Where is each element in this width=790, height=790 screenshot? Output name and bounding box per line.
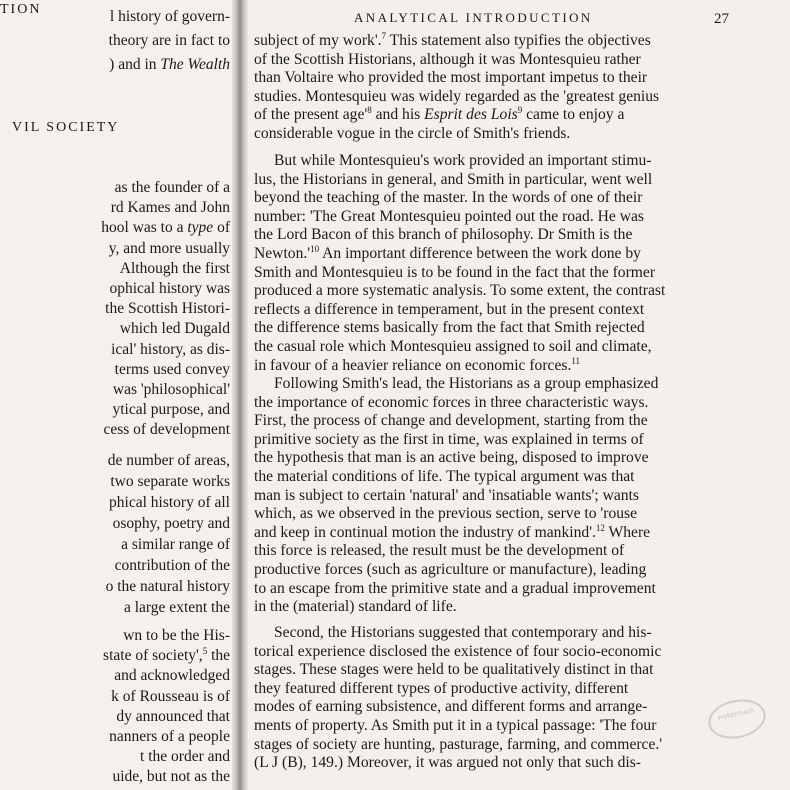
paragraph-line: $Newton.'^{10}$ An important difference between the work done by: [254, 244, 641, 262]
paragraph-line: to an escape from the primitive state and a gradual improvement: [254, 579, 656, 597]
paragraph-line: torical experience disclosed the existence of four socio-economic: [254, 642, 662, 660]
paragraph-line: But while Montesquieu's work provided an important stimu-: [274, 152, 652, 169]
left-line: terms used convey: [114, 360, 230, 378]
paragraph-line: produced a more systematic analysis. To some extent, the contrast: [254, 282, 666, 300]
paragraph-line: Second, the Historians suggested that contemporary and his-: [274, 624, 652, 641]
left-line: contribution of the: [114, 557, 230, 574]
left-running-head: TION: [0, 2, 42, 17]
paragraph-line: primitive society as the first in time, was explained in terms of: [254, 430, 644, 448]
left-line: rd Kames and John: [110, 199, 230, 217]
paragraph-line: lus, the Historians in general, and Smith in particular, went well: [254, 170, 653, 188]
left-line: l history of govern-: [109, 8, 230, 25]
paragraph-line: subject of my work'.$^7$ This statement also typifies the objectives: [254, 31, 651, 49]
paragraph-line: modes of earning subsistence, and different forms and arrange-: [254, 698, 648, 716]
paragraph-line: the difference stems basically from the fact that Smith rejected: [254, 319, 645, 337]
paragraph-line: this force is released, the result must be the development of: [254, 542, 625, 560]
paragraph-line: the importance of economic forces in three characteristic ways.: [254, 393, 649, 411]
paragraph-line: of the Scottish Historians, although it was Montesquieu rather: [254, 50, 641, 68]
left-line: osophy, poetry and: [112, 515, 230, 532]
paragraph-line: reflects a difference in temperament, but in the present context: [254, 300, 645, 318]
left-line: hool was to a type of: [101, 219, 230, 237]
paragraph-line: the casual role which Montesquieu assigned to soil and climate,: [254, 338, 652, 355]
paragraph-line: productive forces (such as agriculture or manufacture), leading: [254, 561, 647, 578]
left-line: was 'philosophical': [112, 381, 230, 398]
left-line: cess of development: [103, 421, 230, 439]
left-line: ytical purpose, and: [112, 401, 230, 419]
paragraph-line: number: 'The Great Montesquieu pointed out the road. He was: [254, 207, 644, 225]
left-page: [0, 0, 232, 790]
paragraph-line: studies. Montesquieu was widely regarded as the 'greatest genius: [254, 87, 660, 105]
left-line: as the founder of a: [114, 179, 230, 196]
left-line: two separate works: [110, 473, 230, 490]
paragraph-line: beyond the teaching of the master. In the words of one of their: [254, 189, 643, 207]
left-line: Although the first: [119, 259, 230, 277]
left-line: a large extent the: [123, 599, 230, 616]
paragraph-line: of the present $age'^8$ and his Esprit des Lois$^9$ came to enjoy a: [254, 105, 625, 124]
paragraph-line: in favour of a heavier reliance on economic forces.$^{11}$: [254, 355, 581, 374]
paragraph-line: than Voltaire who provided the most important impetus to their: [254, 69, 648, 87]
left-line: phical history of all: [109, 494, 230, 511]
right-page: [248, 0, 790, 790]
paragraph-line: considerable vogue in the circle of Smith's friends.: [254, 125, 571, 142]
left-line: y, and more usually: [108, 239, 230, 257]
paragraph-line: in the (material) standard of life.: [254, 598, 457, 616]
left-line: a similar range of: [121, 536, 230, 553]
left-line: uide, but not as the: [112, 768, 230, 786]
left-line: o the natural history: [105, 578, 230, 595]
left-line: theory are in fact to: [108, 32, 230, 49]
paragraph-line: ments of property. As Smith put it in a typical passage: 'The four: [254, 717, 657, 734]
right-running-head: ANALYTICAL INTRODUCTION: [354, 10, 593, 25]
paragraph-line: Following Smith's lead, the Historians as a group emphasized: [274, 375, 659, 392]
left-line: wn to be the His-: [123, 627, 230, 644]
watermark-stamp: [705, 694, 770, 743]
paragraph-line: and keep in continual motion the industry of mankind'.$^{12}$ Where: [254, 522, 651, 541]
left-line: nanners of a people: [109, 728, 230, 745]
paragraph-line: the Lord Bacon of this branch of philosophy. Dr Smith is the: [254, 226, 633, 244]
paragraph-line: which, as we observed in the previous section, serve to 'rouse: [254, 505, 638, 523]
left-line: ical' history, as dis-: [111, 340, 230, 358]
left-line: the Scottish Histori-: [105, 300, 230, 318]
paragraph-line: (L J (B), 149.) Moreover, it was argued not only that such dis-: [254, 754, 641, 772]
left-line: k of Rousseau is of: [111, 687, 230, 705]
paragraph-line: the hypothesis that man is an active being, disposed to improve: [254, 449, 649, 467]
left-line: ) and in The Wealth: [109, 56, 230, 73]
paragraph-line: First, the process of change and development, starting from the: [254, 412, 648, 430]
paragraph-line: Smith and Montesquieu is to be found in the fact that the former: [254, 263, 656, 281]
left-line: ophical history was: [109, 280, 230, 297]
watermark-stamp-text: watermark: [716, 706, 756, 722]
paragraph-line: stages. These stages were held to be qualitatively distinct in that: [254, 661, 654, 679]
page-number: 27: [714, 11, 729, 27]
paragraph-line: they featured different types of productive activity, different: [254, 679, 629, 697]
paragraph-line: stages of society are hunting, pasturage, farming, and commerce.': [254, 735, 663, 753]
left-line: t the order and: [140, 748, 230, 766]
left-line: de number of areas,: [107, 452, 230, 469]
paragraph-line: man is subject to certain 'natural' and 'insatiable wants'; wants: [254, 486, 639, 504]
left-line: dy announced that: [116, 707, 230, 725]
left-section-heading: VIL SOCIETY: [12, 120, 120, 135]
paragraph-line: the material conditions of life. The typical argument was that: [254, 468, 635, 485]
left-line: and acknowledged: [114, 667, 230, 685]
book-gutter: [232, 0, 248, 790]
left-line: state of society',$^5$ the: [103, 646, 230, 665]
left-line: which led Dugald: [119, 320, 230, 338]
